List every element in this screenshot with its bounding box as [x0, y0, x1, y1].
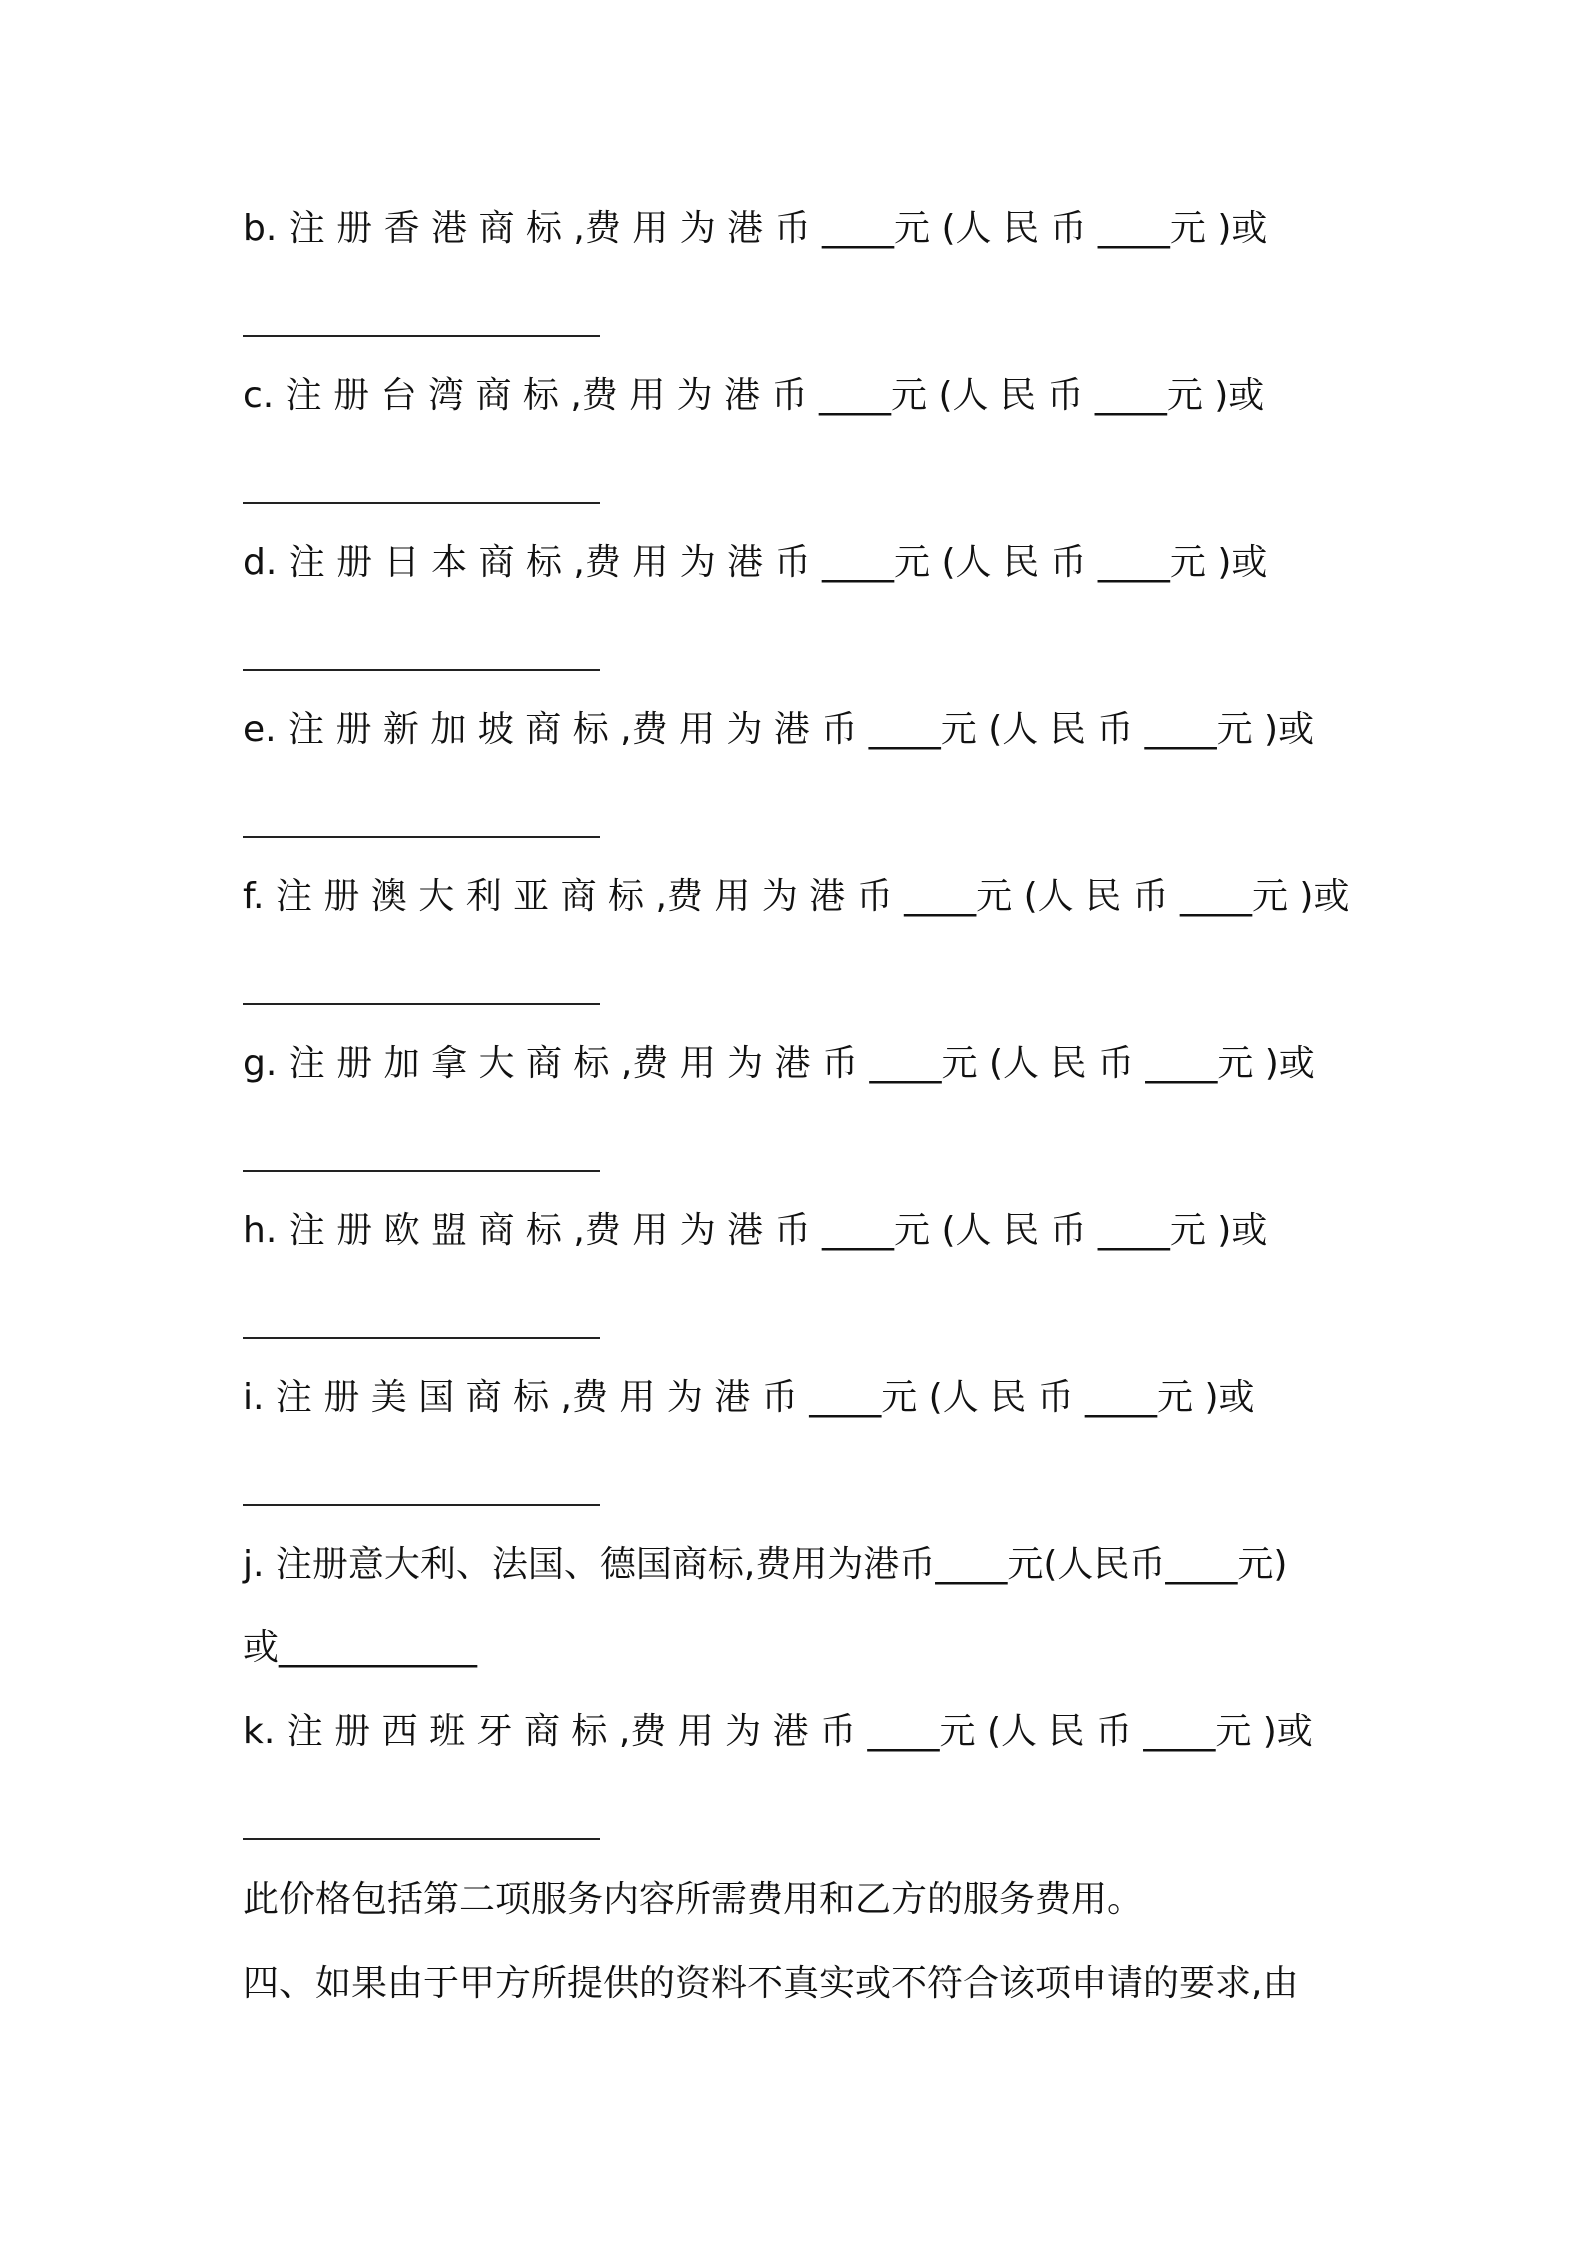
item-c-text: c. 注 册 台 湾 商 标 ,费 用 为 港 币 ____元 (人 民 币 ____元 )或	[243, 375, 1265, 416]
item-h-blank	[243, 1337, 600, 1339]
item-k-blank	[243, 1838, 600, 1840]
item-f-blank	[243, 1003, 600, 1005]
item-i-blank	[243, 1504, 600, 1506]
item-e-blank	[243, 836, 600, 838]
item-d-text: d. 注 册 日 本 商 标 ,费 用 为 港 币 ____元 (人 民 币 ____元 )或	[243, 542, 1268, 583]
item-f-text: f. 注 册 澳 大 利 亚 商 标 ,费 用 为 港 币 ____元 (人 民 币 ____元 )或	[243, 876, 1350, 917]
item-e-text: e. 注 册 新 加 坡 商 标 ,费 用 为 港 币 ____元 (人 民 币 ____元 )或	[243, 709, 1315, 750]
item-j-tail: 或___________	[243, 1627, 478, 1668]
item-g-blank	[243, 1170, 600, 1172]
item-g-text: g. 注 册 加 拿 大 商 标 ,费 用 为 港 币 ____元 (人 民 币 ____元 )或	[243, 1043, 1315, 1084]
item-b-blank	[243, 335, 600, 337]
item-k-text: k. 注 册 西 班 牙 商 标 ,费 用 为 港 币 ____元 (人 民 币 ____元 )或	[243, 1711, 1313, 1752]
item-h-text: h. 注 册 欧 盟 商 标 ,费 用 为 港 币 ____元 (人 民 币 ____元 )或	[243, 1210, 1268, 1251]
item-b-text: b. 注 册 香 港 商 标 ,费 用 为 港 币 ____元 (人 民 币 ____元 )或	[243, 208, 1268, 249]
item-j-text: j. 注册意大利、法国、德国商标,费用为港币____元(人民币____元)	[243, 1544, 1288, 1585]
price-note: 此价格包括第二项服务内容所需费用和乙方的服务费用。	[243, 1879, 1144, 1920]
item-i-text: i. 注 册 美 国 商 标 ,费 用 为 港 币 ____元 (人 民 币 ____元 )或	[243, 1377, 1255, 1418]
item-d-blank	[243, 669, 600, 671]
item-c-blank	[243, 502, 600, 504]
section-four-text: 四、如果由于甲方所提供的资料不真实或不符合该项申请的要求,由	[243, 1963, 1299, 2004]
